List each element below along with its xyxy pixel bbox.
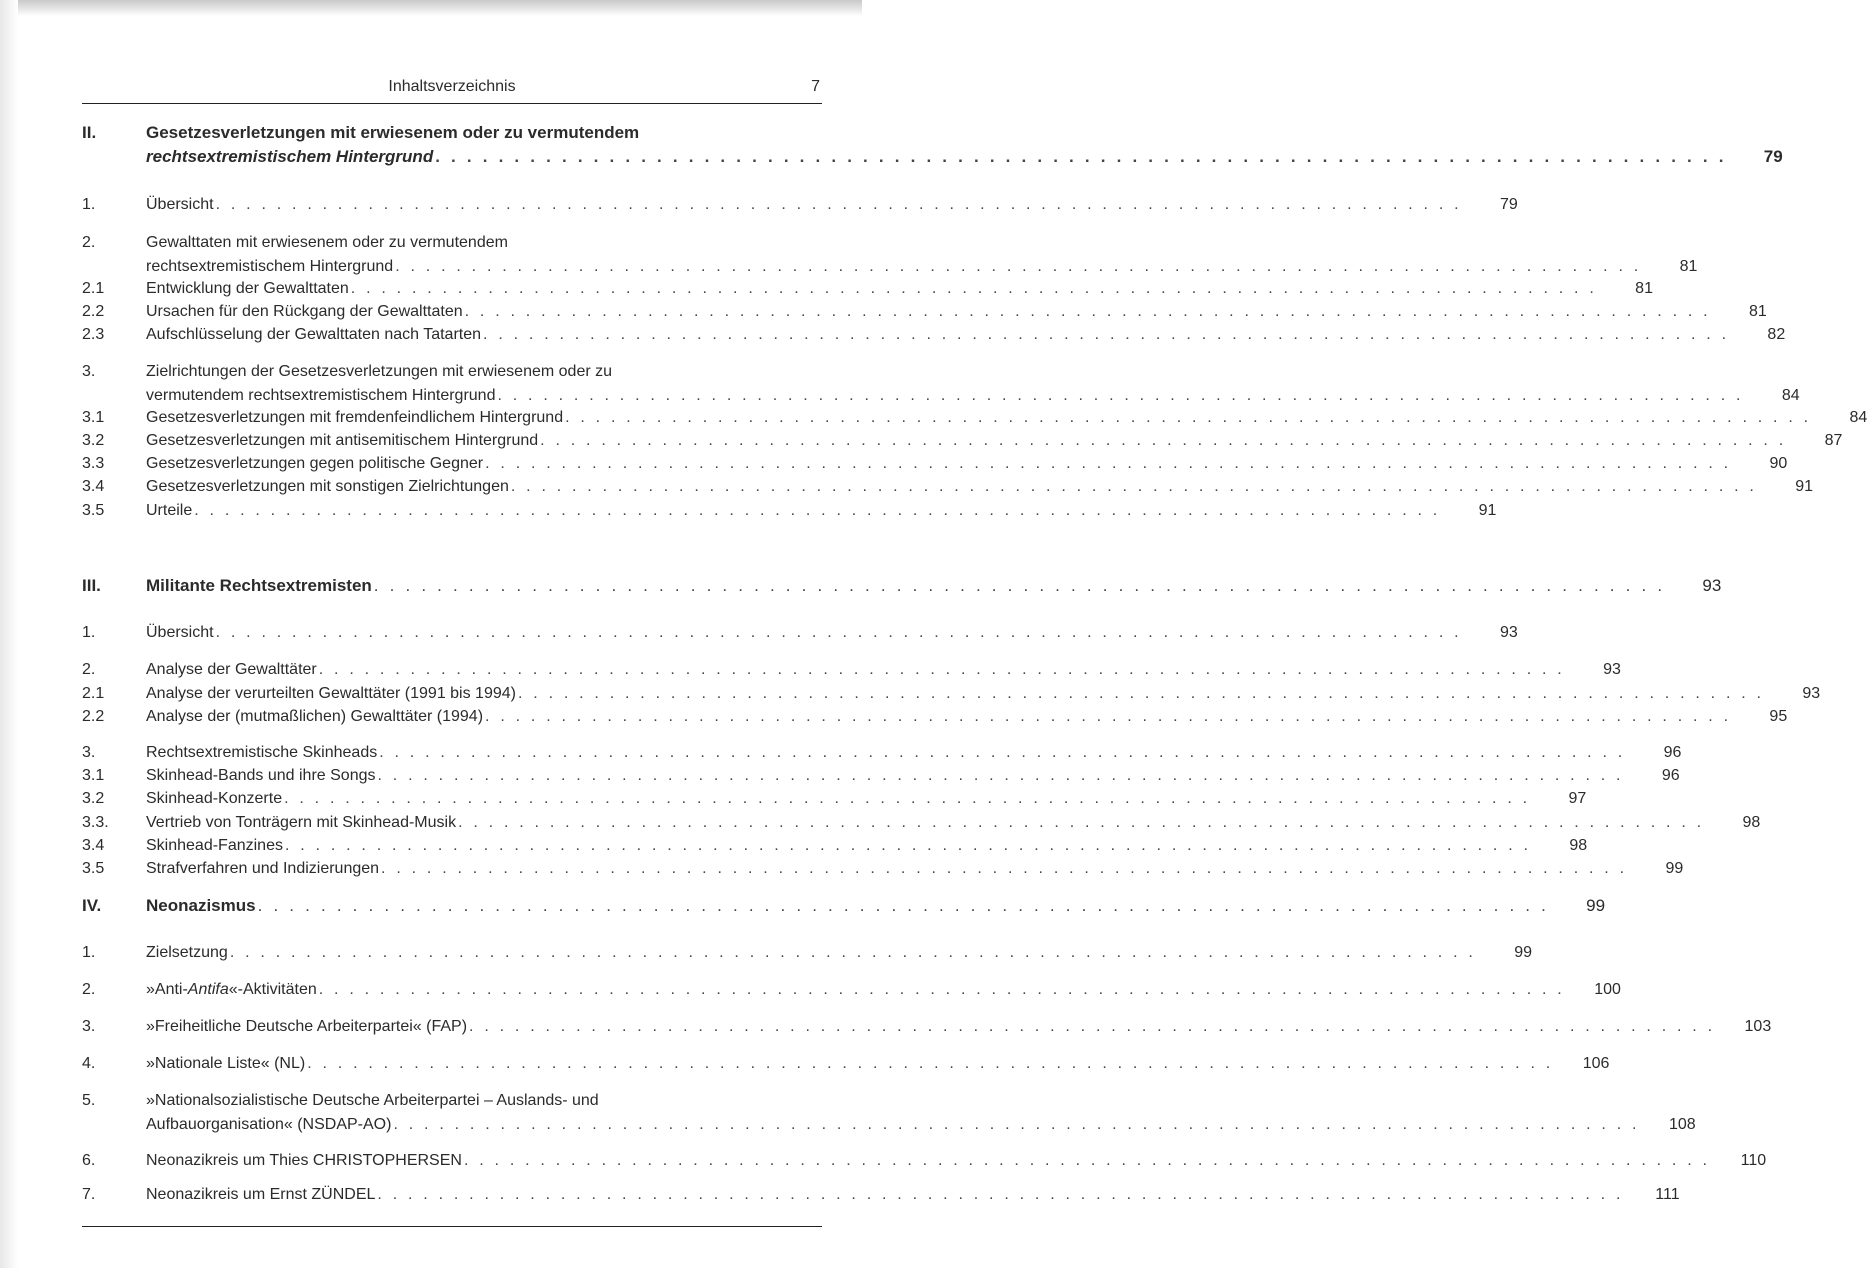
entry-number: 3.2 <box>82 432 105 449</box>
page-ref: 106 <box>1582 1055 1610 1072</box>
entry-title: Skinhead-Fanzines <box>146 837 283 854</box>
page-ref: 108 <box>1668 1115 1696 1133</box>
entry-number: 3.2 <box>82 790 105 807</box>
entry-number: 3.4 <box>82 478 105 495</box>
entry-title: Übersicht <box>146 624 214 641</box>
leader-dots: . . . . . . . . . . . . . . . . . . . . . . . . . . . . . . . . . . . . . . . . . . . . . . . . . . . . . . . . . . . . . . . . . . . . . . . . . . . . . . . . . . <box>318 981 1565 998</box>
leader-dots: . . . . . . . . . . . . . . . . . . . . . . . . . . . . . . . . . . . . . . . . . . . . . . . . . . . . . . . . . . . . . . . . . . . . . . . . . . . . . . . . . . <box>377 767 1624 784</box>
entry-number: 4. <box>82 1055 96 1072</box>
page-ref: 81 <box>1679 257 1698 275</box>
page-ref: 96 <box>1663 744 1682 761</box>
leader-dots: . . . . . . . . . . . . . . . . . . . . . . . . . . . . . . . . . . . . . . . . . . . . . . . . . . . . . . . . . . . . . . . . . . . . . . . . . . . . . . . . . . <box>194 502 1441 519</box>
entry-number: 3. <box>82 363 96 380</box>
leader-dots: . . . . . . . . . . . . . . . . . . . . . . . . . . . . . . . . . . . . . . . . . . . . . . . . . . . . . . . . . . . . . . . . . . . . . . . . . . . . . . . . . . <box>517 685 1765 702</box>
leader-dots: . . . . . . . . . . . . . . . . . . . . . . . . . . . . . . . . . . . . . . . . . . . . . . . . . . . . . . . . . . . . . . . . . . . . . . . . . . . . . . . . . . <box>215 624 1462 641</box>
entry-number: 3.5 <box>82 860 105 877</box>
page-ref: 84 <box>1849 409 1868 426</box>
leader-dots: . . . . . . . . . . . . . . . . . . . . . . . . . . . . . . . . . . . . . . . . . . . . . . . . . . . . . . . . . . . . . . . . . . . . . . . . . . . . . . . . . . <box>458 814 1705 831</box>
entry-number: 3.3. <box>82 814 109 831</box>
chapter-number: II. <box>82 123 97 142</box>
leader-dots: . . . . . . . . . . . . . . . . . . . . . . . . . . . . . . . . . . . . . . . . . . . . . . . . . . . . . . . . . . . . . . . . . . . . . . . . . . . . . . . . . . <box>215 196 1462 213</box>
entry-title: »Freiheitliche Deutsche Arbeiterpartei« (FAP) <box>146 1018 468 1035</box>
entry-number: 2.3 <box>82 326 105 343</box>
leader-dots: . . . . . . . . . . . . . . . . . . . . . . . . . . . . . . . . . . . . . . . . . . . . . . . . . . . . . . . . . . . . . . . . . . . . . . . . . . . . . . . . . . <box>565 409 1812 426</box>
entry-title: Aufschlüsselung der Gewalttaten nach Tatarten <box>146 326 482 343</box>
entry-title-line1: Zielrichtungen der Gesetzesverletzungen mit erwiesenem oder zu <box>146 363 613 380</box>
page-ref: 84 <box>1781 386 1800 404</box>
entry-number: 6. <box>82 1152 96 1169</box>
page-ref: 82 <box>1767 326 1786 343</box>
entry-title: Übersicht <box>146 196 214 213</box>
entry-title: vermutendem rechtsextremistischem Hintergrund <box>146 386 496 404</box>
entry-title: Skinhead-Konzerte <box>146 790 283 807</box>
entry-number: 2. <box>82 234 96 251</box>
leader-dots: . . . . . . . . . . . . . . . . . . . . . . . . . . . . . . . . . . . . . . . . . . . . . . . . . . . . . . . . . . . . . . . . . . . . . . . . . . . . . . . . . . <box>377 1186 1624 1203</box>
running-title: Inhaltsverzeichnis <box>388 78 516 95</box>
page-ref: 111 <box>1655 1186 1680 1203</box>
page-ref: 91 <box>1795 478 1814 495</box>
page-number: 7 <box>811 78 820 95</box>
leader-dots: . . . . . . . . . . . . . . . . . . . . . . . . . . . . . . . . . . . . . . . . . . . . . . . . . . . . . . . . . . . . . . . . . . . . . . . . . . . . . . . . . . <box>381 860 1628 877</box>
leader-dots: . . . . . . . . . . . . . . . . . . . . . . . . . . . . . . . . . . . . . . . . . . . . . . . . . . . . . . . . . . . . . . . . . . . . . . . . . . . . . . . . . . <box>510 478 1758 495</box>
page-ref: 79 <box>1763 146 1783 166</box>
entry-number: 3.4 <box>82 837 105 854</box>
entry-number: 2.1 <box>82 685 105 702</box>
chapter-number: III. <box>82 576 101 595</box>
leader-dots: . . . . . . . . . . . . . . . . . . . . . . . . . . . . . . . . . . . . . . . . . . . . . . . . . . . . . . . . . . . . . . . . . . . . . . . . . . . . . . . . . . <box>483 326 1730 343</box>
page-ref: 103 <box>1744 1018 1772 1035</box>
entry-title: Gesetzesverletzungen gegen politische Gegner <box>146 455 484 472</box>
page-ref: 96 <box>1661 767 1680 784</box>
entry-title: Ursachen für den Rückgang der Gewalttaten <box>146 303 463 320</box>
entry-title-part: «-Aktivitäten <box>228 981 317 998</box>
chapter-title: Militante Rechtsextremisten <box>146 576 372 595</box>
entry-number: 2.1 <box>82 280 105 297</box>
entry-number: 2.2 <box>82 708 105 725</box>
leader-dots: . . . . . . . . . . . . . . . . . . . . . . . . . . . . . . . . . . . . . . . . . . . . . . . . . . . . . . . . . . . . . . . . . . . . . . . . . . . . . . . . . . <box>540 432 1787 449</box>
page-ref: 99 <box>1586 896 1606 915</box>
page-ref: 87 <box>1824 432 1843 449</box>
leader-dots: . . . . . . . . . . . . . . . . . . . . . . . . . . . . . . . . . . . . . . . . . . . . . . . . . . . . . . . . . . . . . . . . . . . . . . . . . . . . . . . . . . <box>373 576 1666 595</box>
leader-dots: . . . . . . . . . . . . . . . . . . . . . . . . . . . . . . . . . . . . . . . . . . . . . . . . . . . . . . . . . . . . . . . . . . . . . . . . . . . . . . . . . . <box>464 303 1711 320</box>
chapter-number: IV. <box>82 896 102 915</box>
entry-title: Strafverfahren und Indizierungen <box>146 860 380 877</box>
leader-dots: . . . . . . . . . . . . . . . . . . . . . . . . . . . . . . . . . . . . . . . . . . . . . . . . . . . . . . . . . . . . . . . . . . . . . . . . . . . . . . . . . . <box>463 1152 1711 1169</box>
leader-dots: . . . . . . . . . . . . . . . . . . . . . . . . . . . . . . . . . . . . . . . . . . . . . . . . . . . . . . . . . . . . . . . . . . . . . . . . . . . . . . . . . . <box>393 1115 1640 1133</box>
chapter-title-line1: Gesetzesverletzungen mit erwiesenem oder zu vermutendem <box>146 123 640 142</box>
page-ref: 90 <box>1769 455 1788 472</box>
page-ref: 93 <box>1603 661 1621 678</box>
page-ref: 91 <box>1478 502 1497 519</box>
page-ref: 93 <box>1702 576 1722 595</box>
page-ref: 97 <box>1568 790 1587 807</box>
entry-title-part: »Anti- <box>146 981 188 998</box>
entry-title: Aufbauorganisation« (NSDAP-AO) <box>146 1115 392 1133</box>
leader-dots: . . . . . . . . . . . . . . . . . . . . . . . . . . . . . . . . . . . . . . . . . . . . . . . . . . . . . . . . . . . . . . . . . . . . . . . . . . . . . . . . . . <box>350 280 1597 297</box>
entry-title <box>146 978 317 1002</box>
entry-number: 3.5 <box>82 502 105 519</box>
page-ref: 100 <box>1594 981 1621 998</box>
page-ref: 95 <box>1769 708 1788 725</box>
entry-number: 3.1 <box>82 409 105 426</box>
leader-dots: . . . . . . . . . . . . . . . . . . . . . . . . . . . . . . . . . . . . . . . . . . . . . . . . . . . . . . . . . . . . . . . . . . . . . . . . . . . . . . . . . . <box>469 1018 1716 1035</box>
chapter-title: Neonazismus <box>146 896 256 915</box>
entry-title: Gesetzesverletzungen mit fremdenfeindlichem Hintergrund <box>146 409 564 426</box>
entry-title: Vertrieb von Tonträgern mit Skinhead-Musik <box>146 814 457 831</box>
leader-dots: . . . . . . . . . . . . . . . . . . . . . . . . . . . . . . . . . . . . . . . . . . . . . . . . . . . . . . . . . . . . . . . . . . . . . . . . . . . . . . . . . . <box>257 896 1550 915</box>
entry-number: 1. <box>82 624 96 641</box>
entry-number: 2.2 <box>82 303 105 320</box>
entry-number: 2. <box>82 661 96 678</box>
page-ref: 93 <box>1802 685 1821 702</box>
entry-number: 7. <box>82 1186 96 1203</box>
leader-dots: . . . . . . . . . . . . . . . . . . . . . . . . . . . . . . . . . . . . . . . . . . . . . . . . . . . . . . . . . . . . . . . . . . . . . . . . . . . . . . . . . . <box>485 708 1732 725</box>
footer-rule <box>82 1226 822 1227</box>
leader-dots: . . . . . . . . . . . . . . . . . . . . . . . . . . . . . . . . . . . . . . . . . . . . . . . . . . . . . . . . . . . . . . . . . . . . . . . . . . . . . . . . . . <box>229 944 1477 961</box>
entry-number: 5. <box>82 1092 96 1109</box>
page-ref: 110 <box>1740 1152 1767 1169</box>
page-ref: 99 <box>1665 860 1684 877</box>
entry-title: Analyse der (mutmaßlichen) Gewalttäter (1994) <box>146 708 484 725</box>
entry-number: 3. <box>82 1018 96 1035</box>
entry-title: Gesetzesverletzungen mit antisemitischem Hintergrund <box>146 432 539 449</box>
entry-number: 3.3 <box>82 455 105 472</box>
page-ref: 81 <box>1749 303 1767 320</box>
entry-title: Neonazikreis um Ernst ZÜNDEL <box>146 1186 376 1203</box>
entry-number: 3. <box>82 744 96 761</box>
entry-number: 2. <box>82 981 96 998</box>
entry-number: 1. <box>82 944 96 961</box>
page-ref: 99 <box>1514 944 1533 961</box>
entry-title-line1: »Nationalsozialistische Deutsche Arbeiterpartei – Auslands- und <box>146 1092 599 1109</box>
entry-title: Skinhead-Bands und ihre Songs <box>146 767 376 784</box>
entry-number: 3.1 <box>82 767 105 784</box>
leader-dots: . . . . . . . . . . . . . . . . . . . . . . . . . . . . . . . . . . . . . . . . . . . . . . . . . . . . . . . . . . . . . . . . . . . . . . . . . . . . . . . . . . <box>435 146 1727 166</box>
entry-title-line1: Gewalttaten mit erwiesenem oder zu vermutendem <box>146 234 508 251</box>
page-ref: 79 <box>1499 196 1518 213</box>
leader-dots: . . . . . . . . . . . . . . . . . . . . . . . . . . . . . . . . . . . . . . . . . . . . . . . . . . . . . . . . . . . . . . . . . . . . . . . . . . . . . . . . . . <box>485 455 1732 472</box>
leader-dots: . . . . . . . . . . . . . . . . . . . . . . . . . . . . . . . . . . . . . . . . . . . . . . . . . . . . . . . . . . . . . . . . . . . . . . . . . . . . . . . . . . <box>307 1055 1554 1072</box>
entry-title: Rechtsextremistische Skinheads <box>146 744 378 761</box>
entry-title: Gesetzesverletzungen mit sonstigen Zielrichtungen <box>146 478 509 495</box>
entry-title: Analyse der Gewalttäter <box>146 661 317 678</box>
page-ref: 93 <box>1499 624 1518 641</box>
entry-title: Entwicklung der Gewalttaten <box>146 280 349 297</box>
leader-dots: . . . . . . . . . . . . . . . . . . . . . . . . . . . . . . . . . . . . . . . . . . . . . . . . . . . . . . . . . . . . . . . . . . . . . . . . . . . . . . . . . . <box>284 790 1531 807</box>
entry-title: Zielsetzung <box>146 944 228 961</box>
entry-number: 1. <box>82 196 96 213</box>
leader-dots: . . . . . . . . . . . . . . . . . . . . . . . . . . . . . . . . . . . . . . . . . . . . . . . . . . . . . . . . . . . . . . . . . . . . . . . . . . . . . . . . . . <box>497 386 1744 404</box>
leader-dots: . . . . . . . . . . . . . . . . . . . . . . . . . . . . . . . . . . . . . . . . . . . . . . . . . . . . . . . . . . . . . . . . . . . . . . . . . . . . . . . . . . <box>395 257 1642 275</box>
entry-title: Neonazikreis um Thies CHRISTOPHERSEN <box>146 1152 462 1169</box>
page-ref: 98 <box>1569 837 1588 854</box>
chapter-title-line2: rechtsextremistischem Hintergrund <box>146 146 434 166</box>
entry-title: rechtsextremistischem Hintergrund <box>146 257 394 275</box>
entry-title: »Nationale Liste« (NL) <box>146 1055 306 1072</box>
entry-title: Analyse der verurteilten Gewalttäter (1991 bis 1994) <box>146 685 516 702</box>
entry-title: Urteile <box>146 502 193 519</box>
page-ref: 81 <box>1635 280 1653 297</box>
entry-title-italic: Antifa <box>187 981 229 998</box>
leader-dots: . . . . . . . . . . . . . . . . . . . . . . . . . . . . . . . . . . . . . . . . . . . . . . . . . . . . . . . . . . . . . . . . . . . . . . . . . . . . . . . . . . <box>379 744 1626 761</box>
page-ref: 98 <box>1742 814 1761 831</box>
leader-dots: . . . . . . . . . . . . . . . . . . . . . . . . . . . . . . . . . . . . . . . . . . . . . . . . . . . . . . . . . . . . . . . . . . . . . . . . . . . . . . . . . . <box>318 661 1565 678</box>
leader-dots: . . . . . . . . . . . . . . . . . . . . . . . . . . . . . . . . . . . . . . . . . . . . . . . . . . . . . . . . . . . . . . . . . . . . . . . . . . . . . . . . . . <box>284 837 1532 854</box>
